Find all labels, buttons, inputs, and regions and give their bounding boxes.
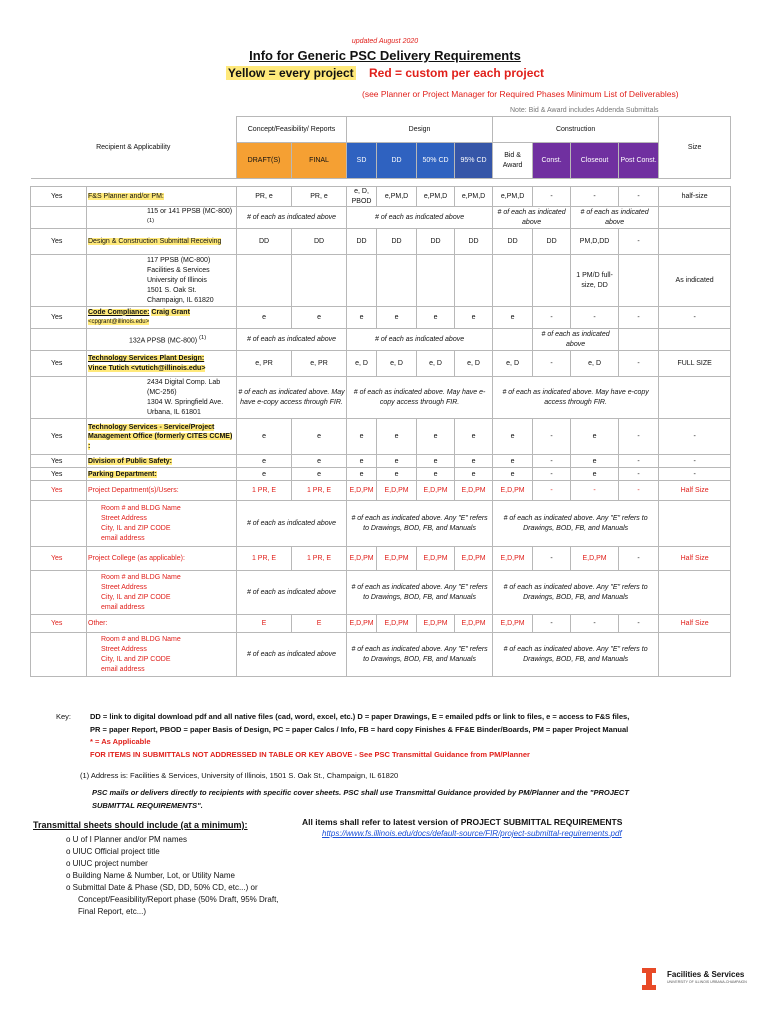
yes-cell: Yes — [31, 547, 87, 571]
cell: half-size — [659, 187, 731, 207]
cell: E,D,PM — [417, 547, 455, 571]
cell: - — [619, 468, 659, 481]
address-line: Facilities & Services — [147, 266, 210, 274]
cell: E,D,PM — [493, 481, 533, 501]
cc-address — [87, 329, 237, 351]
table-row — [31, 207, 731, 229]
cell: - — [619, 615, 659, 633]
address-line: Champaign, IL 61820 — [147, 296, 214, 304]
cell: PR, e — [292, 187, 347, 207]
cell: 1 PR, E — [237, 547, 292, 571]
table-row — [31, 468, 731, 481]
cell: - — [619, 547, 659, 571]
cell: - — [659, 455, 731, 468]
cell: e — [455, 455, 493, 468]
list-item: o UIUC Official project title — [66, 847, 160, 856]
dcs-label — [87, 229, 237, 255]
ts-name: Vince Tutich <vtutich@illinois.edu> — [88, 364, 206, 372]
cell: E,D,PM — [417, 615, 455, 633]
parking-label — [87, 468, 237, 481]
cell: e — [377, 307, 417, 329]
ts-label — [87, 351, 237, 377]
cell: e — [237, 455, 292, 468]
illinois-logo-icon — [642, 968, 656, 990]
table-row — [31, 455, 731, 468]
footnote-mark: (1) — [199, 334, 207, 341]
project-college-label: Project College (as applicable): — [87, 547, 237, 571]
cell: - — [571, 481, 619, 501]
project-dept-address — [87, 501, 237, 547]
dcs-label-text: Design & Construction Submittal Receiving — [88, 238, 222, 246]
cell: e — [455, 307, 493, 329]
cell: E,D,PM — [347, 481, 377, 501]
see-planner-note: (see Planner or Project Manager for Required Phases Minimum List of Deliverables) — [362, 89, 679, 99]
cell: - — [619, 351, 659, 377]
address-line: Street Address — [101, 645, 147, 653]
cell: # of each as indicated above — [571, 207, 659, 229]
cell: e, D, PBOD — [347, 187, 377, 207]
cell: E,D,PM — [377, 481, 417, 501]
yellow-legend: Yellow = every project — [227, 66, 354, 80]
cd95-header: 95% CD — [455, 143, 493, 179]
cell: PR, e — [237, 187, 292, 207]
address-line: Room # and BLDG Name — [101, 573, 181, 581]
requirements-link[interactable]: https://www.fs.illinois.edu/docs/default-source/FIR/project-submittal-requirements.pdf — [322, 829, 622, 838]
cell: - — [533, 187, 571, 207]
cell: e — [571, 455, 619, 468]
cell: E,D,PM — [377, 547, 417, 571]
cell: E,D,PM — [493, 547, 533, 571]
cell: 1 PR, E — [292, 547, 347, 571]
other-label: Other: — [87, 615, 237, 633]
table-row — [31, 571, 731, 615]
table-row — [31, 255, 731, 307]
cell: e — [237, 468, 292, 481]
cell: # of each as indicated above. Any "E" refers to Drawings, BOD, FB, and Manuals — [493, 501, 659, 547]
cell: e, D — [377, 351, 417, 377]
cd50-header: 50% CD — [417, 143, 455, 179]
cell: e — [455, 468, 493, 481]
cell: - — [659, 468, 731, 481]
yes-cell: Yes — [31, 351, 87, 377]
address-note: (1) Address is: Facilities & Services, University of Illinois, 1501 S. Oak St., Champaign, IL 61820 — [80, 771, 399, 780]
key-line: * = As Applicable — [90, 737, 151, 746]
cell: - — [533, 468, 571, 481]
cell: DD — [493, 229, 533, 255]
cell: e — [237, 419, 292, 455]
cell: PM,D,DD — [571, 229, 619, 255]
cell: e,PM,D — [455, 187, 493, 207]
cell: FULL SIZE — [659, 351, 731, 377]
cell: # of each as indicated above — [347, 207, 493, 229]
red-legend: Red = custom per each project — [369, 66, 545, 80]
cell: E,D,PM — [417, 481, 455, 501]
cell: e — [347, 307, 377, 329]
address-line: City, IL and ZIP CODE — [101, 593, 171, 601]
table-row — [31, 481, 731, 501]
address-line: City, IL and ZIP CODE — [101, 524, 171, 532]
cell: e — [292, 419, 347, 455]
sd-header: SD — [347, 143, 377, 179]
cell: E,D,PM — [571, 547, 619, 571]
cell: e — [493, 468, 533, 481]
cell: e — [493, 419, 533, 455]
cell: # of each as indicated above — [237, 633, 347, 677]
cell: Half Size — [659, 481, 731, 501]
yes-cell: Yes — [31, 229, 87, 255]
list-item: o Submittal Date & Phase (SD, DD, 50% CD, etc...) or Concept/Feasibility/Report phase (50% Draft, 95% Draft, Final Report, etc...) — [66, 883, 279, 916]
logo-subtitle: UNIVERSITY OF ILLINOIS URBANA-CHAMPAIGN — [667, 980, 747, 984]
dps-label — [87, 455, 237, 468]
cc-name: Craig Grant — [151, 308, 190, 316]
updated-date: updated August 2020 — [351, 38, 419, 45]
recipient-header-label: Recipient & Applicability — [96, 143, 171, 151]
cell: 1 PR, E — [292, 481, 347, 501]
key-line: DD = link to digital download pdf and all native files (cad, word, excel, etc.) D = paper Drawings, E = emailed pdfs or link to files, e = access to F&S files, — [90, 712, 630, 721]
cell: e, PR — [292, 351, 347, 377]
cell: # of each as indicated above. Any "E" refers to Drawings, BOD, FB, and Manuals — [493, 633, 659, 677]
table-row — [31, 229, 731, 255]
cell: - — [619, 455, 659, 468]
address-line: 2434 Digital Comp. Lab (MC-256) — [147, 378, 221, 396]
size-header: Size — [659, 117, 731, 179]
table-row — [31, 615, 731, 633]
cell: e,PM,D — [377, 187, 417, 207]
cell: # of each as indicated above — [237, 571, 347, 615]
cell: DD — [237, 229, 292, 255]
cell: DD — [292, 229, 347, 255]
transmittal-title: Transmittal sheets should include (at a minimum): — [33, 820, 248, 830]
address-line: Room # and BLDG Name — [101, 635, 181, 643]
design-header: Design — [347, 117, 493, 143]
cell: - — [619, 419, 659, 455]
yes-cell: Yes — [31, 615, 87, 633]
cell: e — [292, 468, 347, 481]
cell: - — [533, 615, 571, 633]
key-block — [56, 711, 736, 761]
address-line: 1501 S. Oak St. — [147, 286, 197, 294]
cell: e,PM,D — [493, 187, 533, 207]
delivery-table — [30, 116, 731, 677]
key-label: Key: — [56, 712, 72, 721]
logo-name: Facilities & Services — [667, 970, 745, 979]
cell: - — [619, 307, 659, 329]
cell: e — [455, 419, 493, 455]
table-row — [31, 547, 731, 571]
closeout-header: Closeout — [571, 143, 619, 179]
cell: DD — [377, 229, 417, 255]
fs-address-text: 115 or 141 PPSB (MC-800) — [147, 208, 233, 215]
cell: - — [533, 419, 571, 455]
table-row — [31, 419, 731, 455]
cell: e — [292, 455, 347, 468]
address-line: email address — [101, 665, 145, 673]
dd-header: DD — [377, 143, 417, 179]
construction-header: Construction — [493, 117, 659, 143]
cell: - — [619, 229, 659, 255]
cell: E,D,PM — [347, 615, 377, 633]
fs-planner-label — [87, 187, 237, 207]
psc-note: PSC mails or delivers directly to recipients with specific cover sheets. PSC shall use Transmittal Guidance provided by PM/Planner and the "PROJECT SUBMITTAL REQUIREMENTS". — [92, 788, 629, 810]
draft-header: DRAFT(S) — [237, 143, 292, 179]
cell: As indicated — [659, 255, 731, 307]
yes-cell: Yes — [31, 455, 87, 468]
cc-label — [87, 307, 237, 329]
address-line: Room # and BLDG Name — [101, 504, 181, 512]
cell: - — [571, 615, 619, 633]
address-line: Urbana, IL 61801 — [147, 408, 201, 416]
cell: - — [533, 481, 571, 501]
cell: E,D,PM — [455, 615, 493, 633]
fs-planner-label-text: F&S Planner and/or PM: — [88, 192, 164, 200]
cell: - — [659, 419, 731, 455]
tspm-label-text: Technology Services - Service/Project Management Office (formerly CITES CCME) : — [88, 423, 233, 450]
cell: # of each as indicated above — [533, 329, 619, 351]
address-line: email address — [101, 603, 145, 611]
cell: # of each as indicated above. Any "E" refers to Drawings, BOD, FB, and Manuals — [347, 501, 493, 547]
table-row — [31, 351, 731, 377]
cell: e — [493, 307, 533, 329]
ts-label-text: Technology Services Plant Design: — [88, 355, 205, 363]
cell: # of each as indicated above — [237, 501, 347, 547]
cell: e,PM,D — [417, 187, 455, 207]
fs-address — [87, 207, 237, 229]
dcs-address — [87, 255, 237, 307]
ts-address — [87, 377, 237, 419]
yes-cell: Yes — [31, 468, 87, 481]
cell: - — [533, 547, 571, 571]
post-header: Post Const. — [619, 143, 659, 179]
cell: e — [571, 419, 619, 455]
table-row — [31, 329, 731, 351]
cell: e — [417, 307, 455, 329]
latest-version-note: All items shall refer to latest version of PROJECT SUBMITTAL REQUIREMENTS — [302, 817, 623, 827]
cell: # of each as indicated above — [493, 207, 571, 229]
cell: E,D,PM — [347, 547, 377, 571]
address-line: 1304 W. Springfield Ave. — [147, 398, 224, 406]
cell: E — [237, 615, 292, 633]
cell: - — [619, 187, 659, 207]
cell: # of each as indicated above — [347, 329, 493, 351]
cell: 1 PR, E — [237, 481, 292, 501]
transmittal-list — [66, 834, 296, 918]
address-line: email address — [101, 534, 145, 542]
cell: Half Size — [659, 615, 731, 633]
cell: # of each as indicated above. May have e-copy access through FIR. — [493, 377, 659, 419]
table-row — [31, 501, 731, 547]
cell: e, D — [571, 351, 619, 377]
cell: - — [533, 351, 571, 377]
cell: - — [659, 307, 731, 329]
cell: e, D — [417, 351, 455, 377]
cc-address-text: 132A PPSB (MC-800) — [129, 337, 198, 345]
cell: e, PR — [237, 351, 292, 377]
other-address — [87, 633, 237, 677]
cell: - — [571, 307, 619, 329]
cell: e — [237, 307, 292, 329]
cell: e — [377, 455, 417, 468]
concept-header: Concept/Feasibility/ Reports — [237, 117, 347, 143]
cell: E — [292, 615, 347, 633]
cell: e — [377, 419, 417, 455]
cell: DD — [347, 229, 377, 255]
cell: e — [417, 455, 455, 468]
recipient-header — [31, 117, 237, 179]
page-title: Info for Generic PSC Delivery Requirements — [249, 48, 521, 63]
table-row — [31, 307, 731, 329]
list-item: o U of I Planner and/or PM names — [66, 835, 187, 844]
table-row — [31, 377, 731, 419]
project-college-address — [87, 571, 237, 615]
cell: # of each as indicated above. May have e-copy access through FIR. — [237, 377, 347, 419]
cell: e — [493, 455, 533, 468]
list-item: o UIUC project number — [66, 859, 148, 868]
cell: e — [347, 468, 377, 481]
cell: # of each as indicated above. Any "E" refers to Drawings, BOD, FB, and Manuals — [347, 571, 493, 615]
cell: DD — [417, 229, 455, 255]
yes-cell: Yes — [31, 481, 87, 501]
cell: # of each as indicated above — [237, 207, 347, 229]
yes-cell: Yes — [31, 419, 87, 455]
parking-label-text: Parking Department: — [88, 470, 157, 478]
cell: e, D — [455, 351, 493, 377]
address-line: University of Illinois — [147, 276, 207, 284]
address-line: Street Address — [101, 583, 147, 591]
cell: E,D,PM — [377, 615, 417, 633]
cell: E,D,PM — [455, 547, 493, 571]
key-line: PR = paper Report, PBOD = paper Basis of Design, PC = paper Calcs / Info, FB = hard copy Finishes & FF&E Binder/Boards, PM = paper Project Manual — [90, 724, 629, 734]
legend-line — [0, 66, 770, 80]
cell: e — [347, 455, 377, 468]
cell: DD — [533, 229, 571, 255]
table-row — [31, 187, 731, 207]
cell: e — [347, 419, 377, 455]
yes-cell: Yes — [31, 307, 87, 329]
cell: # of each as indicated above. May have e-copy access through FIR. — [347, 377, 493, 419]
cell: - — [533, 307, 571, 329]
cc-label-text: Code Compliance: — [88, 308, 150, 316]
footnote-mark: (1) — [147, 217, 155, 224]
dps-label-text: Division of Public Safety: — [88, 457, 173, 465]
cell: DD — [455, 229, 493, 255]
cell: 1 PM/D full-size, DD — [571, 255, 619, 307]
list-item: o Building Name & Number, Lot, or Utility Name — [66, 871, 235, 880]
cc-email: <cpgrant@illinois.edu> — [88, 319, 150, 326]
table-row — [31, 633, 731, 677]
const-header: Const. — [533, 143, 571, 179]
cell: e — [417, 468, 455, 481]
final-header: FINAL — [292, 143, 347, 179]
address-line: 117 PPSB (MC-800) — [147, 256, 211, 264]
tspm-label — [87, 419, 237, 455]
cell: e, D — [347, 351, 377, 377]
yes-cell: Yes — [31, 187, 87, 207]
cell: - — [571, 187, 619, 207]
cell: - — [619, 481, 659, 501]
cell: # of each as indicated above — [237, 329, 347, 351]
bid-award-note: Note: Bid & Award includes Addenda Submittals — [510, 107, 659, 114]
cell: e — [417, 419, 455, 455]
cell: # of each as indicated above. Any "E" refers to Drawings, BOD, FB, and Manuals — [493, 571, 659, 615]
cell: E,D,PM — [493, 615, 533, 633]
cell: Half Size — [659, 547, 731, 571]
bid-header: Bid & Award — [493, 143, 533, 179]
cell: e — [292, 307, 347, 329]
address-line: City, IL and ZIP CODE — [101, 655, 171, 663]
key-line: FOR ITEMS IN SUBMITTALS NOT ADDRESSED IN TABLE OR KEY ABOVE - See PSC Transmittal Guidance from PM/Planner — [90, 749, 530, 759]
address-line: Street Address — [101, 514, 147, 522]
cell: # of each as indicated above. Any "E" refers to Drawings, BOD, FB, and Manuals — [347, 633, 493, 677]
cell: - — [533, 455, 571, 468]
cell: e — [377, 468, 417, 481]
cell: E,D,PM — [455, 481, 493, 501]
project-dept-label: Project Department(s)/Users: — [87, 481, 237, 501]
cell: e — [571, 468, 619, 481]
cell: e, D — [493, 351, 533, 377]
